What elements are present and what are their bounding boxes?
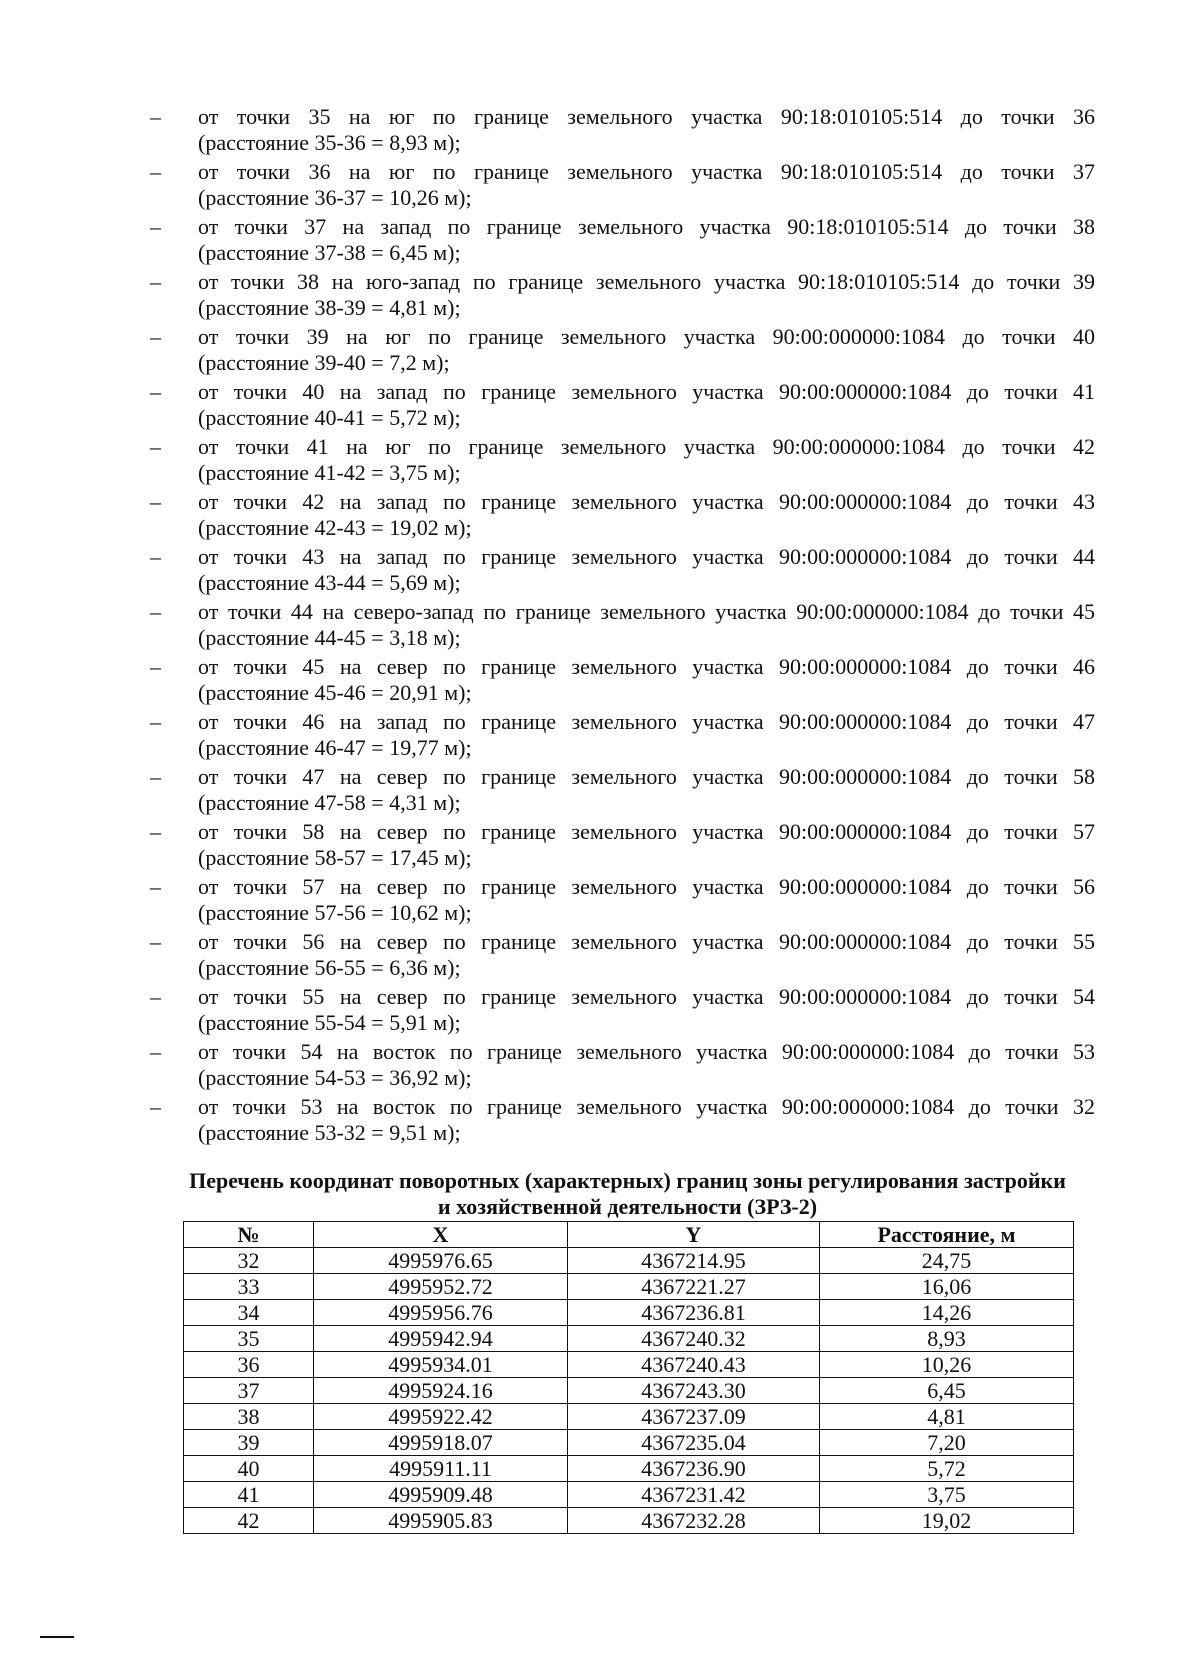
cell-distance: 8,93 [820,1326,1074,1352]
list-item [150,654,1095,709]
list-item-text: от точки 46 на запад по границе земельного участка 90:00:000000:1084 до точки 47 [198,709,1095,734]
list-item [150,104,1095,159]
list-dash: – [150,159,161,184]
table-row [184,1456,1074,1482]
cell-x: 4995922.42 [314,1404,568,1430]
cell-x: 4995942.94 [314,1326,568,1352]
list-item-text: от точки 36 на юг по границе земельного участка 90:18:010105:514 до точки 37 [198,159,1095,184]
table-row [184,1482,1074,1508]
cell-number: 38 [184,1404,314,1430]
list-item-distance: (расстояние 46-47 = 19,77 м); [198,735,472,760]
list-item [150,269,1095,324]
list-dash: – [150,1094,161,1119]
table-row [184,1378,1074,1404]
column-header-number: № [184,1222,314,1248]
list-item-distance: (расстояние 35-36 = 8,93 м); [198,130,461,155]
table-heading [160,1168,1095,1220]
cell-number: 36 [184,1352,314,1378]
cell-x: 4995909.48 [314,1482,568,1508]
list-item [150,874,1095,929]
list-item-text: от точки 45 на север по границе земельного участка 90:00:000000:1084 до точки 46 [198,654,1095,679]
list-item-distance: (расстояние 56-55 = 6,36 м); [198,955,461,980]
list-item [150,214,1095,269]
list-dash: – [150,1039,161,1064]
cell-number: 33 [184,1274,314,1300]
list-item [150,709,1095,764]
list-item-text: от точки 35 на юг по границе земельного участка 90:18:010105:514 до точки 36 [198,104,1095,129]
list-item-text: от точки 47 на север по границе земельного участка 90:00:000000:1084 до точки 58 [198,764,1095,789]
table-header-row [184,1222,1074,1248]
list-dash: – [150,984,161,1009]
list-item-distance: (расстояние 41-42 = 3,75 м); [198,460,461,485]
cell-distance: 24,75 [820,1248,1074,1274]
list-item [150,324,1095,379]
cell-y: 4367236.81 [568,1300,820,1326]
cell-x: 4995911.11 [314,1456,568,1482]
list-dash: – [150,104,161,129]
cell-y: 4367236.90 [568,1456,820,1482]
column-header-x: X [314,1222,568,1248]
list-item-distance: (расстояние 36-37 = 10,26 м); [198,185,472,210]
list-item [150,379,1095,434]
cell-x: 4995976.65 [314,1248,568,1274]
list-dash: – [150,544,161,569]
cell-number: 32 [184,1248,314,1274]
cell-number: 39 [184,1430,314,1456]
list-item-text: от точки 56 на север по границе земельного участка 90:00:000000:1084 до точки 55 [198,929,1095,954]
list-item-distance: (расстояние 42-43 = 19,02 м); [198,515,472,540]
list-dash: – [150,214,161,239]
cell-x: 4995918.07 [314,1430,568,1456]
list-item-distance: (расстояние 58-57 = 17,45 м); [198,845,472,870]
list-item [150,1094,1095,1149]
list-item-distance: (расстояние 37-38 = 6,45 м); [198,240,461,265]
list-item [150,434,1095,489]
table-row [184,1352,1074,1378]
list-item-text: от точки 39 на юг по границе земельного участка 90:00:000000:1084 до точки 40 [198,324,1095,349]
list-dash: – [150,269,161,294]
table-row [184,1248,1074,1274]
list-item-distance: (расстояние 53-32 = 9,51 м); [198,1120,461,1145]
table-row [184,1404,1074,1430]
list-dash: – [150,874,161,899]
cell-distance: 10,26 [820,1352,1074,1378]
list-item-distance: (расстояние 47-58 = 4,31 м); [198,790,461,815]
list-item-text: от точки 38 на юго-запад по границе земельного участка 90:18:010105:514 до точки 39 [198,269,1095,294]
list-dash: – [150,764,161,789]
cell-x: 4995905.83 [314,1508,568,1534]
list-item [150,599,1095,654]
cell-number: 37 [184,1378,314,1404]
cell-number: 34 [184,1300,314,1326]
boundary-description-list [150,104,1095,1149]
table-heading-line: Перечень координат поворотных (характерных) границ зоны регулирования застройки [189,1168,1066,1193]
table-row [184,1430,1074,1456]
cell-distance: 3,75 [820,1482,1074,1508]
table-row [184,1300,1074,1326]
list-item-distance: (расстояние 40-41 = 5,72 м); [198,405,461,430]
list-item-text: от точки 37 на запад по границе земельного участка 90:18:010105:514 до точки 38 [198,214,1095,239]
cell-distance: 4,81 [820,1404,1074,1430]
cell-number: 41 [184,1482,314,1508]
list-item-text: от точки 40 на запад по границе земельного участка 90:00:000000:1084 до точки 41 [198,379,1095,404]
list-item-distance: (расстояние 55-54 = 5,91 м); [198,1010,461,1035]
list-item-text: от точки 58 на север по границе земельного участка 90:00:000000:1084 до точки 57 [198,819,1095,844]
cell-number: 42 [184,1508,314,1534]
table-heading-line: и хозяйственной деятельности (ЗРЗ-2) [437,1194,818,1219]
cell-y: 4367231.42 [568,1482,820,1508]
list-item-text: от точки 55 на север по границе земельного участка 90:00:000000:1084 до точки 54 [198,984,1095,1009]
cell-distance: 16,06 [820,1274,1074,1300]
list-item-text: от точки 57 на север по границе земельного участка 90:00:000000:1084 до точки 56 [198,874,1095,899]
cell-y: 4367235.04 [568,1430,820,1456]
cell-x: 4995956.76 [314,1300,568,1326]
column-header-distance: Расстояние, м [820,1222,1074,1248]
cell-x: 4995924.16 [314,1378,568,1404]
cell-distance: 19,02 [820,1508,1074,1534]
list-dash: – [150,434,161,459]
cell-y: 4367240.32 [568,1326,820,1352]
column-header-y: Y [568,1222,820,1248]
list-item-text: от точки 53 на восток по границе земельного участка 90:00:000000:1084 до точки 32 [198,1094,1095,1119]
cell-number: 35 [184,1326,314,1352]
table-row [184,1326,1074,1352]
list-dash: – [150,379,161,404]
list-item-distance: (расстояние 38-39 = 4,81 м); [198,295,461,320]
list-item [150,764,1095,819]
list-item-distance: (расстояние 57-56 = 10,62 м); [198,900,472,925]
list-item-text: от точки 44 на северо-запад по границе земельного участка 90:00:000000:1084 до точки 45 [198,599,1095,624]
list-dash: – [150,654,161,679]
coordinates-table [183,1221,1074,1534]
list-item-distance: (расстояние 39-40 = 7,2 м); [198,350,450,375]
cell-number: 40 [184,1456,314,1482]
cell-x: 4995952.72 [314,1274,568,1300]
list-item [150,929,1095,984]
cell-y: 4367243.30 [568,1378,820,1404]
list-dash: – [150,489,161,514]
list-item-text: от точки 54 на восток по границе земельного участка 90:00:000000:1084 до точки 53 [198,1039,1095,1064]
table-row [184,1508,1074,1534]
list-item-distance: (расстояние 54-53 = 36,92 м); [198,1065,472,1090]
list-item-text: от точки 43 на запад по границе земельного участка 90:00:000000:1084 до точки 44 [198,544,1095,569]
list-item-distance: (расстояние 44-45 = 3,18 м); [198,625,461,650]
cell-distance: 5,72 [820,1456,1074,1482]
cell-y: 4367214.95 [568,1248,820,1274]
list-item [150,159,1095,214]
list-dash: – [150,929,161,954]
list-dash: – [150,709,161,734]
cell-y: 4367232.28 [568,1508,820,1534]
cell-distance: 6,45 [820,1378,1074,1404]
list-item [150,544,1095,599]
list-dash: – [150,599,161,624]
table-row [184,1274,1074,1300]
list-item [150,489,1095,544]
list-item [150,984,1095,1039]
list-dash: – [150,819,161,844]
list-item-text: от точки 41 на юг по границе земельного участка 90:00:000000:1084 до точки 42 [198,434,1095,459]
cell-distance: 7,20 [820,1430,1074,1456]
list-item-distance: (расстояние 43-44 = 5,69 м); [198,570,461,595]
footer-rule [40,1636,74,1638]
cell-x: 4995934.01 [314,1352,568,1378]
cell-distance: 14,26 [820,1300,1074,1326]
cell-y: 4367240.43 [568,1352,820,1378]
cell-y: 4367221.27 [568,1274,820,1300]
list-item-text: от точки 42 на запад по границе земельного участка 90:00:000000:1084 до точки 43 [198,489,1095,514]
list-item [150,819,1095,874]
list-item-distance: (расстояние 45-46 = 20,91 м); [198,680,472,705]
cell-y: 4367237.09 [568,1404,820,1430]
list-dash: – [150,324,161,349]
list-item [150,1039,1095,1094]
